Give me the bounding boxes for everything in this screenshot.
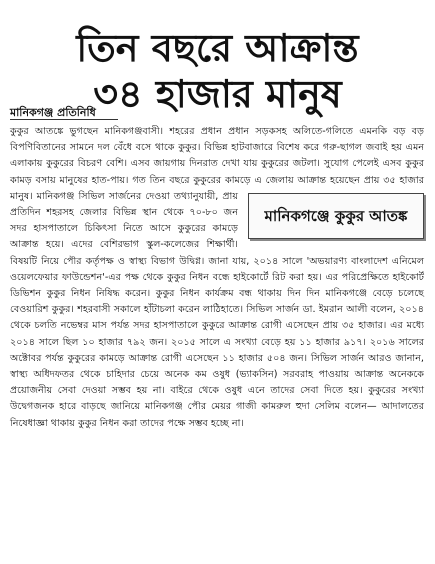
byline-underline [10,119,118,120]
byline: মানিকগঞ্জ প্রতিনিধি [10,106,96,119]
headline-line-2: ৩৪ হাজার মানুষ [93,71,342,117]
article-body [10,124,424,432]
article-text-part-2: তথ্যানুযায়ী, প্রায় প্রতিদিন শহরসহ জেলার বিভিন্ন স্থান থেকে ৭০-৮০ জন সদর হাসপাতালে চিকিৎসা নিতে আসে কুকুরের কামড়ে আক্রান্ত হয়ে। এদের বেশিরভাগ স্কুল-কলেজের শিক্ষার্থী। বিষয়টি নিয়ে পৌর কর্তৃপক্ষ ও স্বাস্থ্য বিভাগ উদ্বিগ্ন। জানা যায়, ২০১৪ সালে 'অভয়ারণ্য বাংলাদেশ এনিমেল ওয়েলফেয়ার ফাউন্ডেশন'-এর পক্ষ থেকে কুকুর নিধন বন্ধে হাইকোর্টে রিট করা হয়। এর পরিপ্রেক্ষিতে হাইকোর্ট ডিভিশন কুকুর নিধন নিষিদ্ধ করেন। কুকুর নিধন কার্যক্রম বন্ধ থাকায় দিন দিন মানিকগঞ্জে বেড়ে চলেছে বেওয়ারিশ কুকুর। শহরবাসী সকালে হাঁটাচলা করেন লাঠিহাতে। সিভিল সার্জন ডা. ইমরান আলী বলেন, ২০১৪ থেকে চলতি নভেম্বর মাস পর্যন্ত সদর হাসপাতালে কুকুরে আক্রান্ত রোগী এসেছেন প্রায় ৩৫ হাজার। এর মধ্যে ২০১৪ সালে ছিল ১০ হাজার ৭৯২ জন। ২০১৫ সালে এ সংখ্যা বেড়ে হয় ১১ হাজার ৯১৭। ২০১৬ সালের অক্টোবর পর্যন্ত কুকুরের কামড়ে আক্রান্ত রোগী এসেছেন ১১ হাজার ৫০৪ জন। সিভিল সার্জন আরও জানান, স্বাস্থ্য অধিদফতর থেকে চাহিদার চেয়ে অনেক কম ওষুধ (ভ্যাকসিন) সরবরাহ পাওয়ায় আক্রান্ত অনেককে প্রয়োজনীয় সেবা দেওয়া সম্ভব হয় না। বাইরে থেকে ওষুধ এনে তাদের সেবা দিতে হয়। কুকুরের সংখ্যা উদ্বেগজনক হারে বাড়ছে জানিয়ে মানিকগঞ্জ পৌর মেয়র গাজী কামরুল হুদা সেলিম বলেন— আদালতের নিষেধাজ্ঞা থাকায় কুকুর নিধন করা তাদের পক্ষে সম্ভব হচ্ছে না। [10,190,424,429]
pull-quote-box: মানিকগঞ্জে কুকুর আতঙ্ক [248,193,424,239]
article-paragraph [10,124,424,432]
article-text-part-1: কুকুর আতঙ্কে ভুগছেন মানিকগঞ্জবাসী। শহরের প্রধান প্রধান সড়কসহ অলিতে-গলিতে এমনকি বড় বড় বিপণিবিতানের সামনে দল বেঁধে বসে থাকে কুকুর। বিভিন্ন হাটবাজারে বিশেষ করে গরু-ছাগল জবাই হয় এমন এলাকায় কুকুরের বিচরণ বেশি। এসব জায়গায় দিনরাত দেখা যায় কুকুরের জটলা। সুযোগ পেলেই এসব কুকুর কামড় বসায় মানুষের হাত-পায়। গত তিন বছরে কুকুরের কামড়ে এ জেলায় আক্রান্ত হয়েছেন প্রায় ৩৫ হাজার মানুষ। মানিকগঞ্জ সিভিল সার্জনের দেওয়া [10,126,424,202]
headline-line-1: তিন বছরে আক্রান্ত [76,25,359,71]
